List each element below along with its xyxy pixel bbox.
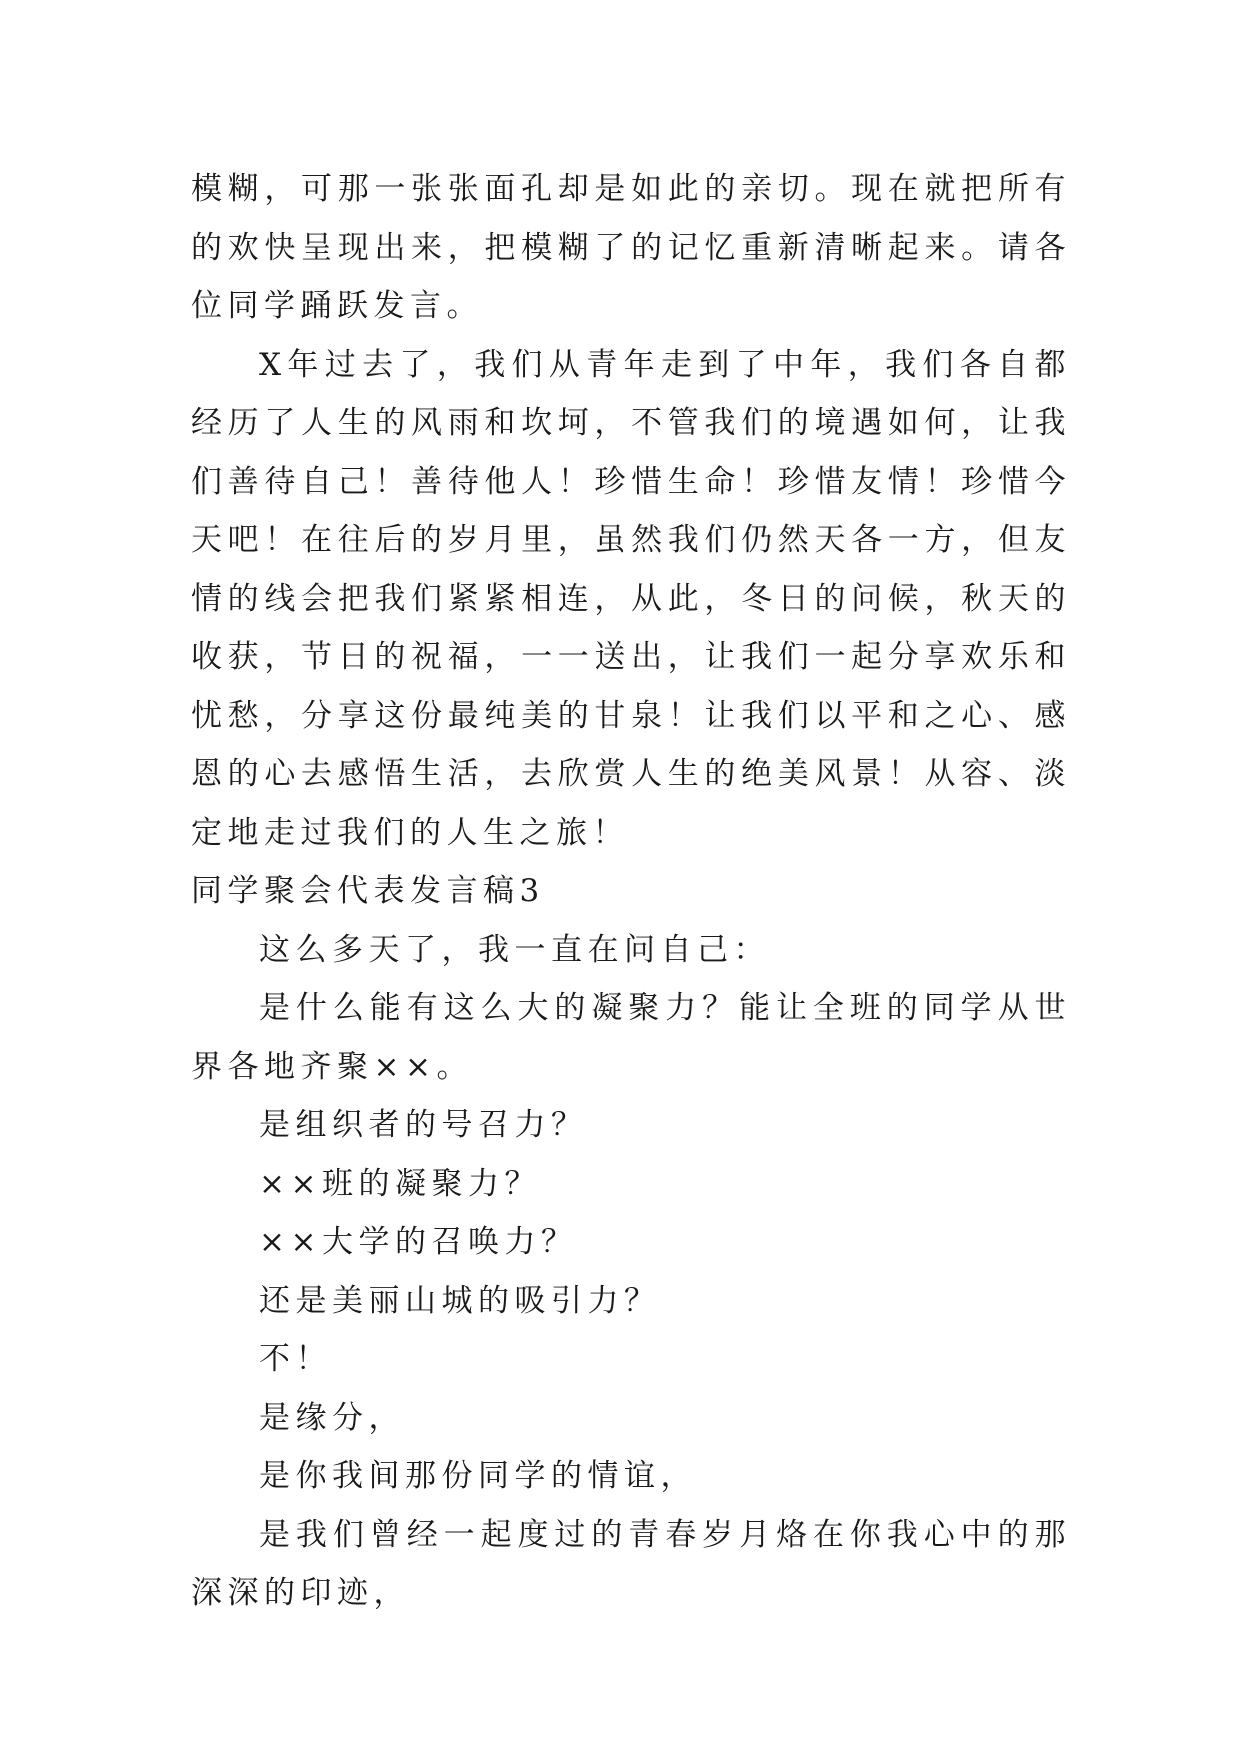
document-body: [191, 160, 1071, 1623]
paragraph: 是你我间那份同学的情谊，: [259, 1458, 697, 1494]
paragraph: ××班的凝聚力？: [259, 1165, 541, 1202]
section-heading: 同学聚会代表发言稿3: [191, 873, 545, 909]
paragraph: ××大学的召唤力？: [259, 1224, 578, 1260]
paragraph: 是缘分，: [259, 1399, 405, 1436]
paragraph-continuation: 模糊，可那一张张面孔却是如此的亲切。现在就把所有的欢快呈现出来，把模糊了的记忆重新清晰起来。请各位同学踊跃发言。: [191, 171, 1071, 324]
paragraph: 是我们曾经一起度过的青春岁月烙在你我心中的那深深的印迹，: [191, 1516, 1071, 1611]
paragraph: 是什么能有这么大的凝聚力？能让全班的同学从世界各地齐聚××。: [191, 990, 1071, 1085]
paragraph: 不！: [259, 1341, 332, 1377]
paragraph: 是组织者的号召力？: [259, 1107, 588, 1143]
paragraph: 这么多天了，我一直在问自己：: [259, 931, 770, 968]
paragraph-reflection: X年过去了，我们从青年走到了中年，我们各自都经历了人生的风雨和坎坷，不管我们的境遇如何，让我们善待自己！善待他人！珍惜生命！珍惜友情！珍惜今天吧！在往后的岁月里，虽然我们仍然天各一方，但友情的线会把我们紧紧相连，从此，冬日的问候，秋天的收获，节日的祝福，一一送出，让我们一起分享欢乐和忧愁，分享这份最纯美的甘泉！让我们以平和之心、感恩的心去感悟生活，去欣赏人生的绝美风景！从容、淡定地走过我们的人生之旅！: [191, 346, 1071, 851]
paragraph: 还是美丽山城的吸引力？: [259, 1282, 661, 1319]
